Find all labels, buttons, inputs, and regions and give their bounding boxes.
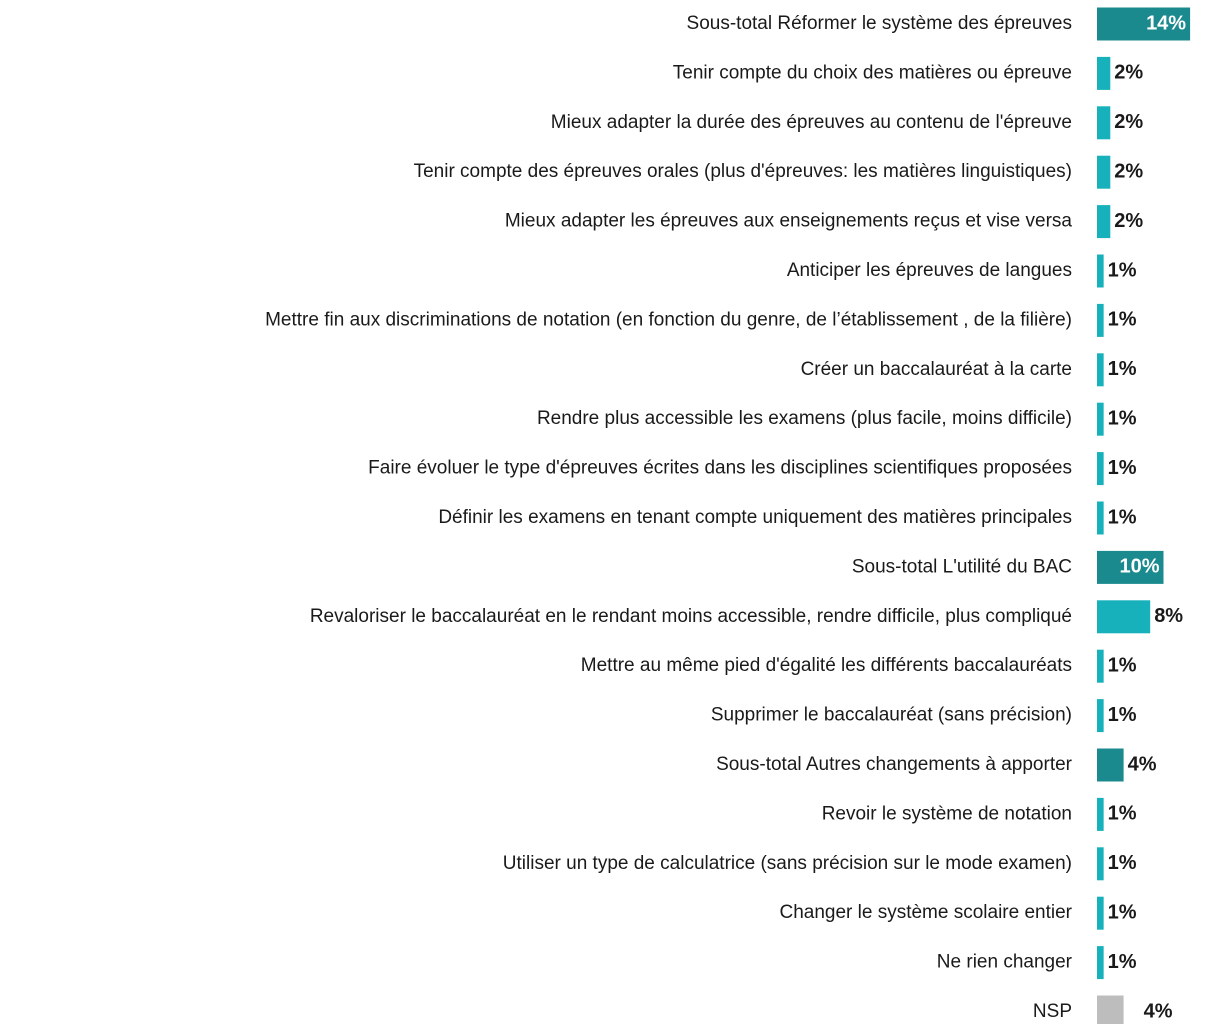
category-label: Anticiper les épreuves de langues <box>786 260 1072 282</box>
data-label: 1% <box>1107 852 1137 875</box>
data-label: 1% <box>1107 308 1137 331</box>
category-label: Mettre fin aux discriminations de notation (en fonction du genre, de l’établissement , de la filière) <box>265 309 1072 331</box>
data-label: 4% <box>1127 753 1157 776</box>
data-label: 1% <box>1107 654 1137 677</box>
bar <box>1097 847 1104 880</box>
subtotal-bar <box>1097 749 1124 782</box>
data-label: 1% <box>1107 802 1137 825</box>
category-label: Sous-total L'utilité du BAC <box>851 556 1072 578</box>
category-label: Ne rien changer <box>936 951 1072 973</box>
category-label: Changer le système scolaire entier <box>779 902 1072 924</box>
bar <box>1097 798 1104 831</box>
bar <box>1097 502 1104 535</box>
data-label: 1% <box>1107 506 1137 529</box>
category-label: Mettre au même pied d'égalité les différents baccalauréats <box>580 655 1072 677</box>
data-label: 14% <box>1146 12 1187 35</box>
category-label: Sous-total Réformer le système des épreuves <box>686 13 1072 35</box>
data-label: 1% <box>1107 901 1137 924</box>
bar <box>1097 106 1110 139</box>
category-label: NSP <box>1032 1001 1072 1023</box>
data-label: 4% <box>1143 1000 1173 1023</box>
bar <box>1097 403 1104 436</box>
bar <box>1097 452 1104 485</box>
bar <box>1097 650 1104 683</box>
bar <box>1097 699 1104 732</box>
data-label: 2% <box>1114 160 1144 183</box>
data-label: 2% <box>1114 209 1144 232</box>
category-label: Mieux adapter la durée des épreuves au contenu de l'épreuve <box>550 111 1072 133</box>
category-label: Sous-total Autres changements à apporter <box>716 754 1072 776</box>
data-label: 1% <box>1107 358 1137 381</box>
category-label: Tenir compte du choix des matières ou épreuve <box>672 62 1072 84</box>
nsp-bar <box>1097 996 1124 1024</box>
category-label: Mieux adapter les épreuves aux enseignements reçus et vise versa <box>504 210 1072 232</box>
category-label: Utiliser un type de calculatrice (sans précision sur le mode examen) <box>502 852 1072 874</box>
category-label: Tenir compte des épreuves orales (plus d'épreuves: les matières linguistiques) <box>413 161 1072 183</box>
bar <box>1097 205 1110 238</box>
category-label: Créer un baccalauréat à la carte <box>800 358 1072 380</box>
bar <box>1097 304 1104 337</box>
category-label: Supprimer le baccalauréat (sans précision) <box>710 704 1072 726</box>
bar <box>1097 897 1104 930</box>
category-label: Revaloriser le baccalauréat en le rendant moins accessible, rendre difficile, plus compliqué <box>309 605 1072 627</box>
bar <box>1097 156 1110 189</box>
data-label: 8% <box>1154 605 1184 628</box>
data-label: 1% <box>1107 703 1137 726</box>
category-label: Revoir le système de notation <box>821 803 1072 825</box>
category-label: Faire évoluer le type d'épreuves écrites dans les disciplines scientifiques proposées <box>368 457 1072 479</box>
bar <box>1097 946 1104 979</box>
bar <box>1097 353 1104 386</box>
bar <box>1097 57 1110 90</box>
data-label: 1% <box>1107 456 1137 479</box>
data-label: 10% <box>1119 555 1160 578</box>
data-label: 1% <box>1107 950 1137 973</box>
category-label: Définir les examens en tenant compte uniquement des matières principales <box>438 507 1072 529</box>
data-label: 2% <box>1114 61 1144 84</box>
category-label: Rendre plus accessible les examens (plus facile, moins difficile) <box>536 408 1072 430</box>
data-label: 2% <box>1114 111 1144 134</box>
bar <box>1097 600 1150 633</box>
data-label: 1% <box>1107 259 1137 282</box>
data-label: 1% <box>1107 407 1137 430</box>
bar <box>1097 255 1104 288</box>
